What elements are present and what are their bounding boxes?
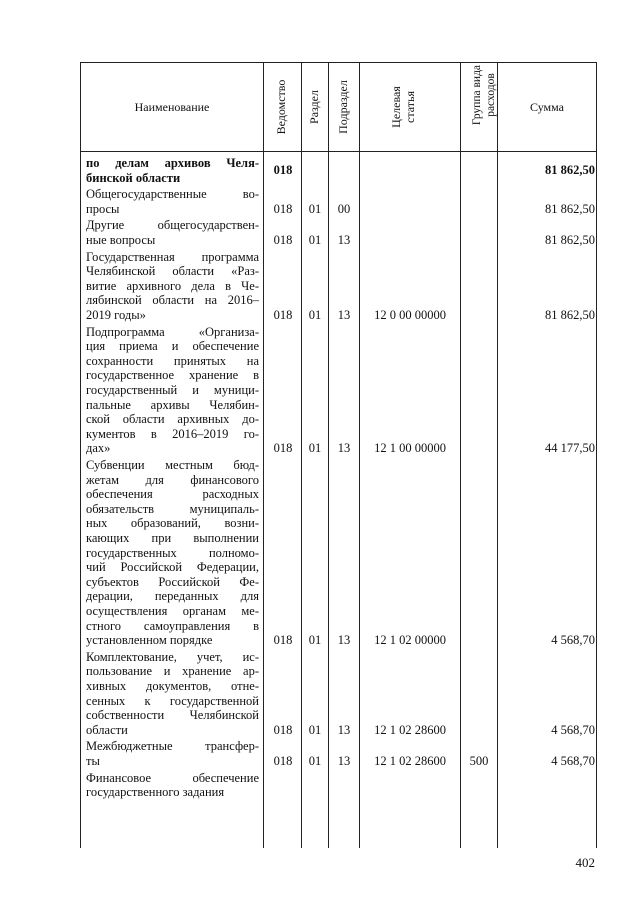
table-row <box>0 250 640 323</box>
row-name-line: бинской области <box>86 170 181 185</box>
table-row <box>0 187 640 216</box>
row-name <box>86 156 259 185</box>
row-name-line: чий Российской Федерации, <box>86 560 259 575</box>
row-amount: 44 177,50 <box>545 441 595 456</box>
row-name <box>86 187 259 216</box>
row-target-article: 12 1 02 00000 <box>374 633 446 648</box>
row-department: 018 <box>273 201 293 216</box>
row-name-line: государственного задания <box>86 785 225 800</box>
row-section: 01 <box>308 722 322 737</box>
row-name-line: витие архивного дела в Че- <box>86 278 259 293</box>
row-name-line: 2019 годы» <box>86 307 146 322</box>
row-section: 01 <box>308 201 322 216</box>
row-name-line: государственный и муници- <box>86 382 259 397</box>
table-row <box>0 458 640 648</box>
row-name-line: Государственная программа <box>86 249 259 264</box>
row-name-line: Подпрограмма «Организа- <box>86 324 259 339</box>
row-department: 018 <box>273 232 293 247</box>
row-department: 018 <box>273 753 293 768</box>
table-row <box>0 771 640 800</box>
row-name-line: установленном порядке <box>86 633 213 648</box>
row-target-article: 12 1 00 00000 <box>374 441 446 456</box>
row-name-line: области <box>86 722 128 737</box>
header-target-article: Целевая статья <box>389 86 417 128</box>
row-name-line: пользование и хранение ар- <box>86 664 259 679</box>
row-name-line: по делам архивов Челя- <box>86 156 259 170</box>
row-name-line: дерации, переданных для <box>86 589 259 604</box>
row-name-line: стного самоуправления в <box>86 618 259 633</box>
row-name-line: обязательств муниципаль- <box>86 501 259 516</box>
row-name <box>86 218 259 247</box>
row-name-line: Субвенции местным бюд- <box>86 458 259 472</box>
row-amount: 81 862,50 <box>545 201 595 216</box>
row-subsection: 13 <box>337 722 351 737</box>
row-name <box>86 458 259 648</box>
row-name-line: кументов в 2016–2019 го- <box>86 426 259 441</box>
row-amount: 81 862,50 <box>545 232 595 247</box>
row-subsection: 13 <box>337 633 351 648</box>
row-name-line: ция приема и обеспечение <box>86 339 259 354</box>
row-section: 01 <box>308 753 322 768</box>
row-name-line: Общегосударственные во- <box>86 187 259 202</box>
row-name-line: Межбюджетные трансфер- <box>86 739 259 754</box>
row-name-line: дах» <box>86 441 111 456</box>
header-department: Ведомство <box>274 79 288 135</box>
row-name-line: сенных к государственной <box>86 693 259 708</box>
row-amount: 81 862,50 <box>545 307 595 322</box>
row-subsection: 13 <box>337 441 351 456</box>
row-amount: 4 568,70 <box>551 633 595 648</box>
row-name-line: обеспечения расходных <box>86 487 259 502</box>
row-department: 018 <box>273 633 293 648</box>
row-name-line: ные вопросы <box>86 232 156 247</box>
row-name-line: Комплектование, учет, ис- <box>86 649 259 664</box>
row-name-line: субъектов Российской Фе- <box>86 574 259 589</box>
header-amount-text: Сумма <box>530 99 564 114</box>
row-name-line: собственности Челябинской <box>86 708 259 723</box>
header-name-text: Наименование <box>134 99 210 114</box>
row-name <box>86 650 259 738</box>
row-amount: 4 568,70 <box>551 722 595 737</box>
row-section: 01 <box>308 232 322 247</box>
table-row <box>0 218 640 247</box>
row-name-line: пальные архивы Челябин- <box>86 397 259 412</box>
row-name <box>86 771 259 800</box>
row-subsection: 13 <box>337 307 351 322</box>
row-department: 018 <box>273 441 293 456</box>
page-number: 402 <box>575 855 595 870</box>
header-expense-group: Группа вида расходов <box>471 64 497 126</box>
row-subsection: 13 <box>337 753 351 768</box>
row-name-line: хивных документов, отне- <box>86 678 259 693</box>
row-name <box>86 739 259 768</box>
row-target-article: 12 1 02 28600 <box>374 753 446 768</box>
header-section: Раздел <box>307 90 321 124</box>
row-department: 018 <box>273 722 293 737</box>
row-subsection: 00 <box>337 201 351 216</box>
row-name-line: просы <box>86 201 120 216</box>
row-name <box>86 325 259 456</box>
row-department: 018 <box>273 307 293 322</box>
row-name-line: ской области архивных до- <box>86 412 259 427</box>
row-name-line: сохранности принятых на <box>86 353 259 368</box>
row-name-line: Другие общегосударствен- <box>86 218 259 233</box>
header-subsection: Подраздел <box>336 80 350 134</box>
row-target-article: 12 0 00 00000 <box>374 307 446 322</box>
row-subsection: 13 <box>337 232 351 247</box>
row-name-line: ты <box>86 753 100 768</box>
row-name-line: ных образований, возни- <box>86 516 259 531</box>
row-target-article: 12 1 02 28600 <box>374 722 446 737</box>
row-name-line: Челябинской области «Раз- <box>86 264 259 279</box>
table-row <box>0 739 640 768</box>
header-amount <box>498 63 596 151</box>
row-name-line: кающих при выполнении <box>86 530 259 545</box>
row-amount: 81 862,50 <box>545 163 595 178</box>
header-bottom-border <box>80 151 596 152</box>
table-row <box>0 650 640 738</box>
row-name-line: государственных полномо- <box>86 545 259 560</box>
row-amount: 4 568,70 <box>551 753 595 768</box>
table-row <box>0 156 640 185</box>
header-name <box>81 63 263 151</box>
row-name-line: лябинской области на 2016– <box>86 293 259 308</box>
row-section: 01 <box>308 307 322 322</box>
row-expense-group: 500 <box>469 753 489 768</box>
table-row <box>0 325 640 456</box>
row-name-line: жетам для финансового <box>86 472 259 487</box>
row-name <box>86 250 259 323</box>
row-department: 018 <box>273 163 293 178</box>
row-name-line: государственное хранение в <box>86 368 259 383</box>
row-name-line: Финансовое обеспечение <box>86 770 259 785</box>
row-section: 01 <box>308 441 322 456</box>
row-name-line: осуществления органам ме- <box>86 603 259 618</box>
row-section: 01 <box>308 633 322 648</box>
